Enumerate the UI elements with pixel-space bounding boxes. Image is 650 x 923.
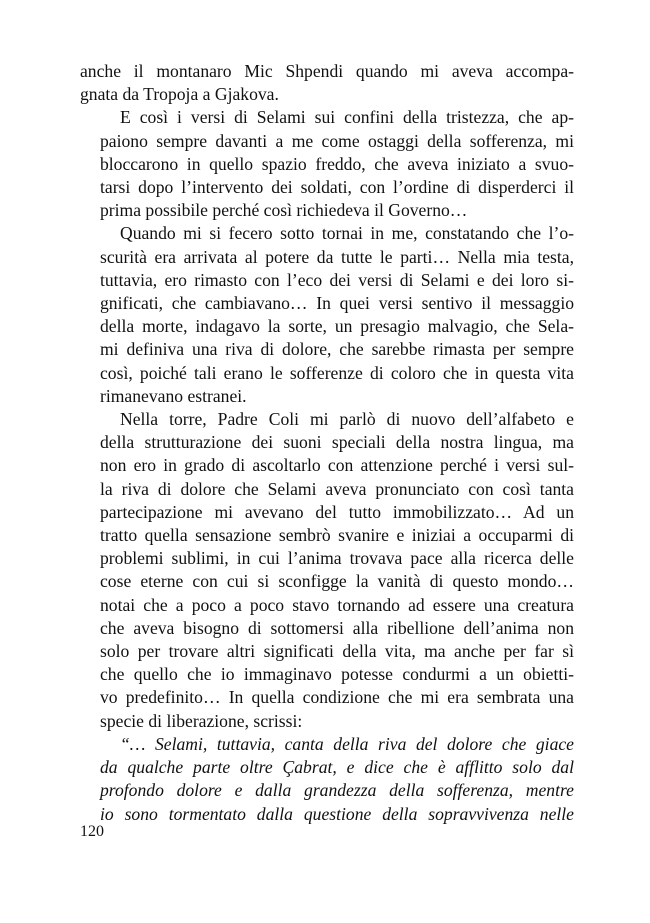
text-line: rimanevano estranei. xyxy=(100,385,247,406)
text-line: Nella torre, Padre Coli mi parlò di nuovo dell’alfabeto e xyxy=(120,409,574,430)
paragraph xyxy=(80,408,574,733)
text-line: che quello che io immaginavo potesse condurmi a un obietti- xyxy=(100,664,574,685)
text-line: E così i versi di Selami sui confini della tristezza, che ap- xyxy=(120,107,574,128)
text-line: partecipazione mi avevano del tutto immobilizzato… Ad un xyxy=(100,501,574,522)
text-line: Quando mi si fecero sotto tornai in me, constatando che l’o- xyxy=(120,223,574,244)
text-line: anche il montanaro Mic Shpendi quando mi aveva accompa- xyxy=(80,61,574,81)
text-line: la riva di dolore che Selami aveva pronunciato con così tanta xyxy=(100,478,574,499)
text-line: gnificati, che cambiavano… In quei versi sentivo il messaggio xyxy=(100,293,574,314)
paragraph xyxy=(80,106,574,222)
page-number: 120 xyxy=(80,823,104,840)
text-line: notai che a poco a poco stavo tornando ad essere una creatura xyxy=(100,594,574,615)
text-line: tratto quella sensazione sembrò svanire e iniziai a occuparmi di xyxy=(100,525,574,546)
text-line: cose eterne con cui si sconfigge la vanità di questo mondo… xyxy=(100,571,574,592)
text-line: bloccarono in quello spazio freddo, che aveva iniziato a svuo- xyxy=(100,153,574,174)
text-line: vo predefinito… In quella condizione che mi era sembrata una xyxy=(100,687,574,708)
paragraph xyxy=(80,733,574,826)
text-line: io sono tormentato dalla questione della sopravvivenza nelle xyxy=(100,803,574,824)
text-line: tuttavia, ero rimasto con l’eco dei versi di Selami e dei loro si- xyxy=(100,269,574,290)
text-line: gnata da Tropoja a Gjakova. xyxy=(80,84,279,105)
text-line: solo per trovare altri significati della vita, ma anche per far sì xyxy=(100,641,574,662)
text-line: tarsi dopo l’intervento dei soldati, con l’ordine di disperderci il xyxy=(100,177,574,198)
text-line: della morte, indagavo la sorte, un presagio malvagio, che Sela- xyxy=(100,316,574,337)
paragraph xyxy=(80,222,574,408)
paragraph xyxy=(80,60,574,106)
text-line: “… Selami, tuttavia, canta della riva del dolore che giace xyxy=(120,733,574,754)
text-line: profondo dolore e dalla grandezza della sofferenza, mentre xyxy=(100,780,574,801)
text-line: prima possibile perché così richiedeva il Governo… xyxy=(100,200,468,221)
text-line: paiono sempre davanti a me come ostaggi della sofferenza, mi xyxy=(100,130,574,151)
text-line: mi definiva una riva di dolore, che sarebbe rimasta per sempre xyxy=(100,339,574,360)
text-line: che aveva bisogno di sottomersi alla ribellione dell’anima non xyxy=(100,617,574,638)
text-line: da qualche parte oltre Çabrat, e dice che è afflitto solo dal xyxy=(100,757,574,778)
text-line: scurità era arrivata al potere da tutte le parti… Nella mia testa, xyxy=(100,246,574,267)
body-text xyxy=(80,60,574,826)
text-line: della strutturazione dei suoni speciali della nostra lingua, ma xyxy=(100,432,574,453)
text-line: non ero in grado di ascoltarlo con attenzione perché i versi sul- xyxy=(100,455,574,476)
text-line: problemi sublimi, in cui l’anima trovava pace alla ricerca delle xyxy=(100,548,574,569)
text-line: specie di liberazione, scrissi: xyxy=(100,710,303,731)
text-line: così, poiché tali erano le sofferenze di coloro che in questa vita xyxy=(100,362,574,383)
